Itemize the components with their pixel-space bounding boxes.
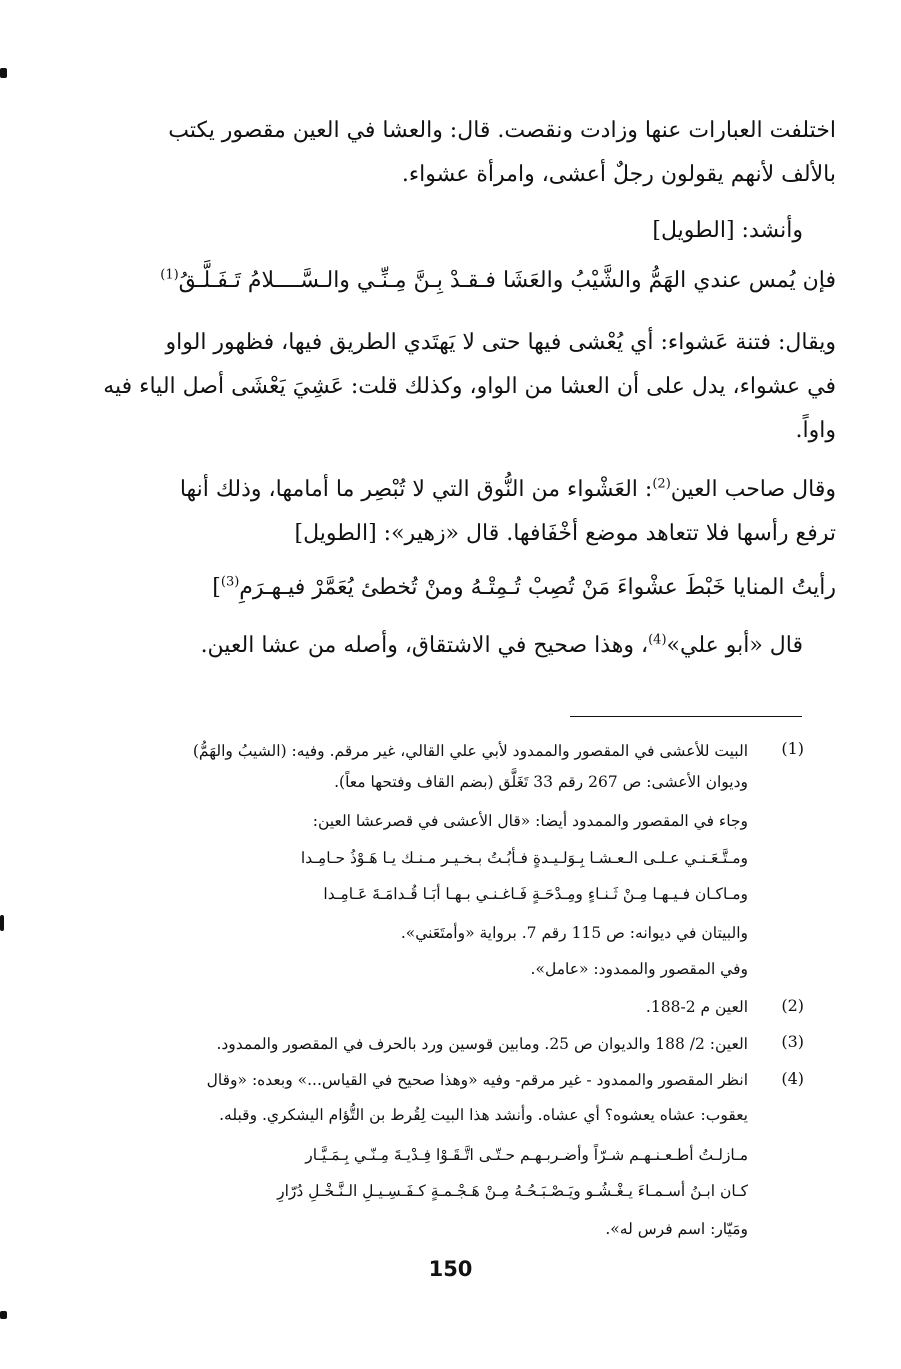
main-text-line-8 bbox=[180, 475, 836, 505]
scan-mark bbox=[0, 1311, 7, 1319]
footnote-ref: (4) bbox=[648, 632, 667, 648]
bracket: ] bbox=[212, 575, 221, 600]
page-number: 150 bbox=[428, 1257, 473, 1281]
footnote-4-line-b: يعقوب: عشاه يعشوه؟ أي عشاه. وأنشد هذا البيت لِقُرط بن التُّؤام اليشكري. وقبله. bbox=[219, 1106, 748, 1124]
footnote-1-line-a: البيت للأعشى في المقصور والممدود لأبي علي القالي، غير مرقم. وفيه: (الشيبُ والهَمُّ) bbox=[192, 742, 748, 760]
scan-mark bbox=[0, 915, 4, 931]
main-text-line-3: وأنشد: [الطويل] bbox=[652, 218, 803, 243]
main-text-line-7: واواً. bbox=[795, 418, 836, 443]
verse-text: رأيتُ المنايا خَبْطَ عشْواءَ مَنْ تُصِبْ تُـمِتْـهُ ومنْ تُخطئ يُعَمَّرْ فيـهـرَمِ bbox=[239, 575, 836, 600]
footnote-4-verse-1: مـازلـتُ أطـعـنـهـم شـرّاً وأضـربـهـم حـتّـى اتَّـقَـوْا فِـدْيـةَ مِـنّـي بِـمَـيَّـار bbox=[305, 1146, 748, 1164]
footnote-1-line-f: والبيتان في ديوانه: ص 115 رقم 7. برواية «وأمتَعَني». bbox=[400, 924, 748, 942]
main-text-line-1: اختلفت العبارات عنها وزادت ونقصت. قال: والعشا في العين مقصور يكتب bbox=[168, 118, 836, 143]
footnote-1-line-b: وديوان الأعشى: ص 267 رقم 33 تَغَلَّق (بضم القاف وفتحها معاً). bbox=[334, 773, 748, 791]
footnote-4-line-e: ومَيّار: اسم فرس له». bbox=[605, 1220, 748, 1238]
main-text-line-2: بالألف لأنهم يقولون رجلٌ أعشى، وامرأة عشواء. bbox=[401, 162, 836, 187]
footnote-1-line-g: وفي المقصور والممدود: «عامل». bbox=[530, 960, 748, 978]
footnote-number-3: (3) bbox=[781, 1032, 804, 1051]
footnote-number-2: (2) bbox=[781, 996, 804, 1015]
footnote-4-verse-2: كـان ابـنُ أسـمـاءَ يـغْـشُـو ويَـصْـبَـحُـهُ مِـنْ هَـجْـمـةٍ كـفَـسِـيـلِ الـنَّـخْـلِ دُرّارِ bbox=[277, 1182, 748, 1200]
verse-text: فإن يُمس عندي الهَمُّ والشَّيْبُ والعَشَا فـقـدْ بِـنَّ مِـنِّـي والـسَّــــلامُ تَـفَـلَّـقُ bbox=[178, 268, 836, 293]
footnote-ref: (2) bbox=[652, 476, 671, 492]
main-text-line-9: ترفع رأسها فلا تتعاهد موضع أخْفَافها. قال «زهير»: [الطويل] bbox=[294, 521, 836, 546]
text-segment: ، وهذا صحيح في الاشتقاق، وأصله من عشا العين. bbox=[200, 633, 649, 658]
footnote-number-4: (4) bbox=[781, 1069, 804, 1088]
footnote-2: العين م 2-188. bbox=[645, 998, 748, 1016]
main-text-line-11 bbox=[201, 631, 803, 661]
verse-line-2 bbox=[212, 573, 836, 603]
text-segment: قال «أبو علي» bbox=[666, 633, 803, 658]
scan-mark bbox=[0, 68, 7, 78]
main-text-line-6: في عشواء، يدل على أن العشا من الواو، وكذلك قلت: عَشِيَ يَعْشَى أصل الياء فيه bbox=[103, 374, 836, 399]
verse-line-1 bbox=[160, 266, 836, 296]
footnote-1-line-c: وجاء في المقصور والممدود أيضا: «قال الأعشى في قصرعشا العين: bbox=[312, 812, 748, 830]
footnote-number-1: (1) bbox=[781, 739, 804, 758]
main-text-line-5: ويقال: فتنة عَشواء: أي يُعْشى فيها حتى لا يَهتَدي الطريق فيها، فظهور الواو bbox=[165, 330, 836, 355]
footnote-ref: (1) bbox=[160, 267, 179, 283]
footnote-1-verse-1: ومـتَّـعَـنـي عـلـى الـعـشـا بِـوَلـيـدةٍ فـأبُـتُ بـخـيـر مـنـك يـا هَـوْذُ حـامِـدا bbox=[300, 849, 748, 867]
footnote-ref: (3) bbox=[220, 574, 240, 590]
footnote-1-verse-2: ومـاكـان فـيـهـا مِـنْ ثَـنـاءٍ ومِـدْحَـةٍ فَـاغـنـي بـهـا أبَـا قُـدامَـةَ عَـامِـدا bbox=[323, 885, 748, 903]
text-segment: وقال صاحب العين bbox=[670, 477, 836, 502]
footnote-3: العين: 2/ 188 والديوان ص 25. ومابين قوسين ورد بالحرف في المقصور والممدود. bbox=[216, 1035, 748, 1053]
footnote-separator bbox=[570, 716, 802, 717]
footnote-4-line-a: انظر المقصور والممدود - غير مرقم- وفيه «وهذا صحيح في القياس...» وبعده: «وقال bbox=[206, 1071, 748, 1089]
text-segment: : العَشْواء من النُّوق التي لا تُبْصِر ما أمامها، وذلك أنها bbox=[179, 477, 653, 502]
